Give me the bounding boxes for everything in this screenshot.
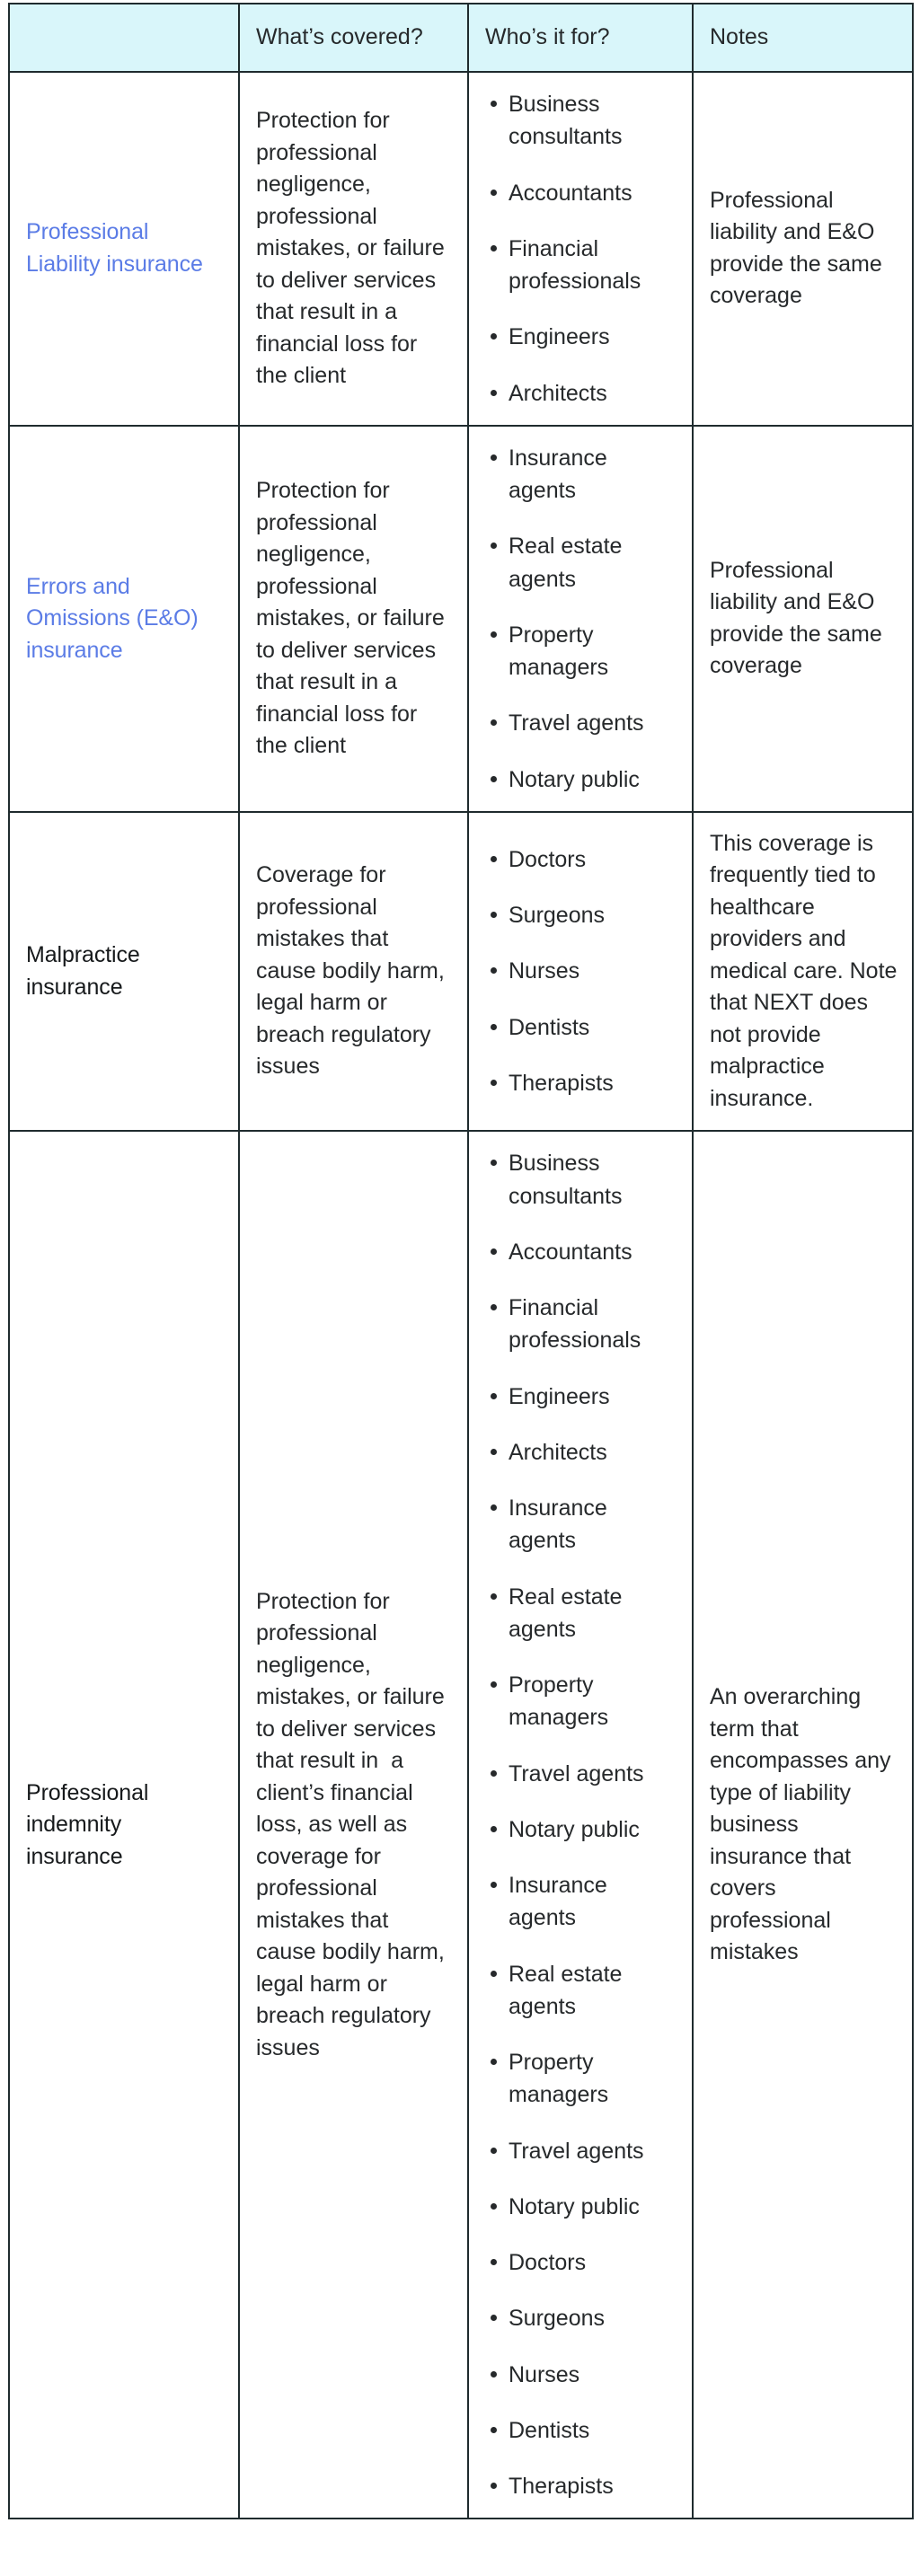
insurance-comparison-table xyxy=(8,3,914,2519)
list-item: Engineers xyxy=(509,321,677,353)
table-header-row xyxy=(9,4,913,72)
list-item: Financial professionals xyxy=(509,233,677,298)
list-item: Therapists xyxy=(509,2470,677,2502)
list-item: Real estate agents xyxy=(509,1958,677,2024)
list-item: Real estate agents xyxy=(509,1581,677,1646)
audience-list-cell xyxy=(468,426,693,812)
list-item: Surgeons xyxy=(509,899,677,931)
list-item: Nurses xyxy=(509,955,677,987)
column-header-notes: Notes xyxy=(693,4,913,72)
insurance-term-errors-and-omissions[interactable]: Errors and Omissions (E&O) insurance xyxy=(9,426,239,812)
audience-list xyxy=(485,843,677,1099)
covered-description: Protection for professional negligence, mistakes, or failure to deliver services that result in a client’s financial loss, as well as coverage for professional mistakes that cause bodily harm, legal harm or breach regulatory issues xyxy=(239,1131,468,2519)
list-item: Architects xyxy=(509,377,677,410)
list-item: Real estate agents xyxy=(509,530,677,595)
audience-list xyxy=(485,1147,677,2502)
column-header-blank xyxy=(9,4,239,72)
list-item: Architects xyxy=(509,1436,677,1469)
list-item: Property managers xyxy=(509,619,677,684)
audience-list-cell xyxy=(468,72,693,426)
list-item: Property managers xyxy=(509,2046,677,2112)
list-item: Insurance agents xyxy=(509,442,677,507)
audience-list-cell xyxy=(468,812,693,1132)
notes-description: Professional liability and E&O provide the same coverage xyxy=(693,72,913,426)
table-row xyxy=(9,1131,913,2519)
list-item: Travel agents xyxy=(509,707,677,739)
list-item: Surgeons xyxy=(509,2302,677,2334)
insurance-term-malpractice: Malpractice insurance xyxy=(9,812,239,1132)
table-row xyxy=(9,812,913,1132)
notes-description: This coverage is frequently tied to healthcare providers and medical care. Note that NEXT does not provide malpractice insurance. xyxy=(693,812,913,1132)
audience-list xyxy=(485,442,677,796)
list-item: Therapists xyxy=(509,1067,677,1099)
list-item: Dentists xyxy=(509,1011,677,1044)
audience-list xyxy=(485,88,677,410)
list-item: Property managers xyxy=(509,1669,677,1734)
covered-description: Protection for professional negligence, professional mistakes, or failure to deliver services that result in a financial loss for the client xyxy=(239,426,468,812)
list-item: Notary public xyxy=(509,2191,677,2223)
table-row xyxy=(9,426,913,812)
column-header-whos-it-for: Who’s it for? xyxy=(468,4,693,72)
table-row xyxy=(9,72,913,426)
list-item: Notary public xyxy=(509,763,677,796)
list-item: Dentists xyxy=(509,2414,677,2447)
notes-description: An overarching term that encompasses any type of liability business insurance that covers professional mistakes xyxy=(693,1131,913,2519)
list-item: Insurance agents xyxy=(509,1492,677,1557)
insurance-term-professional-liability[interactable]: Professional Liability insurance xyxy=(9,72,239,426)
list-item: Business consultants xyxy=(509,88,677,154)
list-item: Engineers xyxy=(509,1381,677,1413)
list-item: Notary public xyxy=(509,1813,677,1846)
table-header xyxy=(9,4,913,72)
insurance-term-professional-indemnity: Professional indemnity insurance xyxy=(9,1131,239,2519)
column-header-whats-covered: What’s covered? xyxy=(239,4,468,72)
list-item: Doctors xyxy=(509,843,677,876)
covered-description: Protection for professional negligence, professional mistakes, or failure to deliver services that result in a financial loss for the client xyxy=(239,72,468,426)
list-item: Doctors xyxy=(509,2246,677,2279)
audience-list-cell xyxy=(468,1131,693,2519)
list-item: Financial professionals xyxy=(509,1292,677,1357)
list-item: Travel agents xyxy=(509,1758,677,1790)
list-item: Nurses xyxy=(509,2359,677,2391)
notes-description: Professional liability and E&O provide the same coverage xyxy=(693,426,913,812)
list-item: Travel agents xyxy=(509,2135,677,2167)
covered-description: Coverage for professional mistakes that cause bodily harm, legal harm or breach regulatory issues xyxy=(239,812,468,1132)
list-item: Accountants xyxy=(509,1236,677,1268)
list-item: Accountants xyxy=(509,177,677,209)
list-item: Insurance agents xyxy=(509,1869,677,1935)
list-item: Business consultants xyxy=(509,1147,677,1213)
table-body xyxy=(9,72,913,2519)
